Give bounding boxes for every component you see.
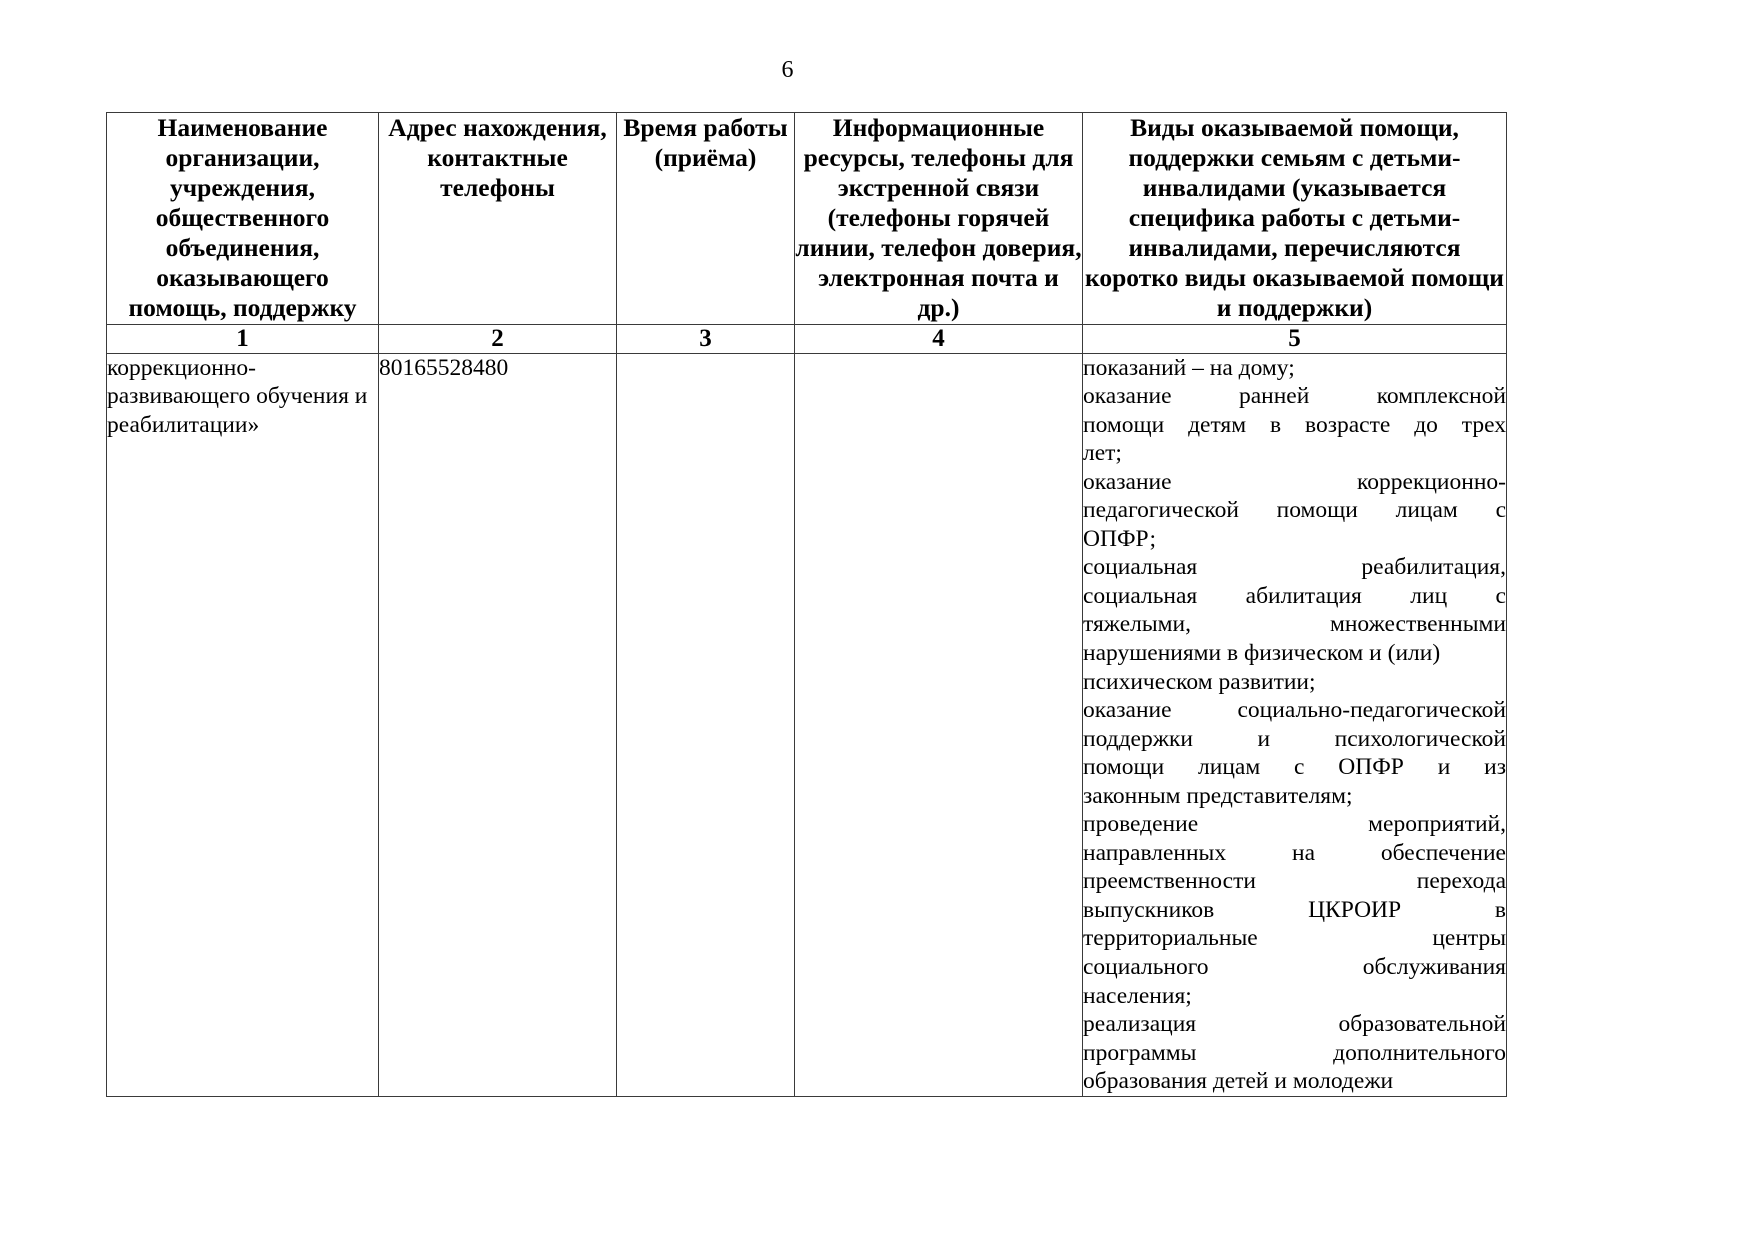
help-types-line: социальная реабилитация,	[1083, 554, 1506, 581]
column-number-4: 4	[795, 325, 1083, 354]
help-types-line: ОПФР;	[1083, 525, 1156, 552]
help-types-line: помощи детям в возрасте до трех	[1083, 411, 1506, 438]
help-types-line: территориальные центры	[1083, 925, 1506, 952]
organizations-table-container	[106, 112, 1506, 1097]
help-types-line: оказание коррекционно-	[1083, 468, 1506, 495]
table-header-row	[107, 113, 1507, 325]
table-column-number-row	[107, 325, 1507, 354]
column-number-3: 3	[617, 325, 795, 354]
help-types-line: помощи лицам с ОПФР и из	[1083, 754, 1506, 781]
help-types-line: выпускников ЦКРОИР в	[1083, 896, 1506, 923]
cell-help-types	[1083, 353, 1507, 1096]
help-types-text	[1083, 354, 1506, 1096]
help-types-line: населения;	[1083, 982, 1192, 1009]
help-types-line: программы дополнительного	[1083, 1039, 1506, 1066]
column-header-working-hours: Время работы (приёма)	[617, 113, 795, 325]
column-header-address-phones: Адрес нахождения, контактные телефоны	[379, 113, 617, 325]
help-types-line: законным представителям;	[1083, 782, 1353, 809]
cell-organization-name: коррекционно-развивающего обучения и реабилитации»	[107, 353, 379, 1096]
help-types-line: тяжелыми, множественными	[1083, 611, 1506, 638]
help-types-line: нарушениями в физическом и (или)	[1083, 639, 1441, 666]
table-row	[107, 353, 1507, 1096]
column-number-5: 5	[1083, 325, 1507, 354]
column-header-help-types: Виды оказываемой помощи, поддержки семьям с детьми-инвалидами (указывается специфика работы с детьми-инвалидами, перечисляются коротко виды оказываемой помощи и поддержки)	[1083, 113, 1507, 325]
column-number-1: 1	[107, 325, 379, 354]
page-number: 6	[781, 57, 794, 83]
column-header-organization-name: Наименование организации, учреждения, общественного объединения, оказывающего помощь, поддержку	[107, 113, 379, 325]
help-types-line: социальная абилитация лиц с	[1083, 582, 1506, 609]
help-types-line: лет;	[1083, 440, 1122, 467]
help-types-line: оказание ранней комплексной	[1083, 383, 1506, 410]
help-types-line: образования детей и молодежи	[1083, 1068, 1394, 1095]
help-types-line: социального обслуживания	[1083, 953, 1506, 980]
help-types-line: преемственности перехода	[1083, 868, 1506, 895]
help-types-line: оказание социально-педагогической	[1083, 697, 1506, 724]
column-number-2: 2	[379, 325, 617, 354]
cell-address-phones: 80165528480	[379, 353, 617, 1096]
help-types-line: педагогической помощи лицам с	[1083, 497, 1506, 524]
cell-working-hours	[617, 353, 795, 1096]
column-header-info-resources: Информационные ресурсы, телефоны для экстренной связи (телефоны горячей линии, телефон доверия, электронная почта и др.)	[795, 113, 1083, 325]
help-types-line: поддержки и психологической	[1083, 725, 1506, 752]
help-types-line: направленных на обеспечение	[1083, 839, 1506, 866]
help-types-line: реализация образовательной	[1083, 1011, 1506, 1038]
help-types-line: проведение мероприятий,	[1083, 811, 1506, 838]
help-types-line: психическом развитии;	[1083, 668, 1316, 695]
organizations-table	[106, 112, 1507, 1097]
help-types-line: показаний – на дому;	[1083, 354, 1295, 381]
cell-info-resources	[795, 353, 1083, 1096]
